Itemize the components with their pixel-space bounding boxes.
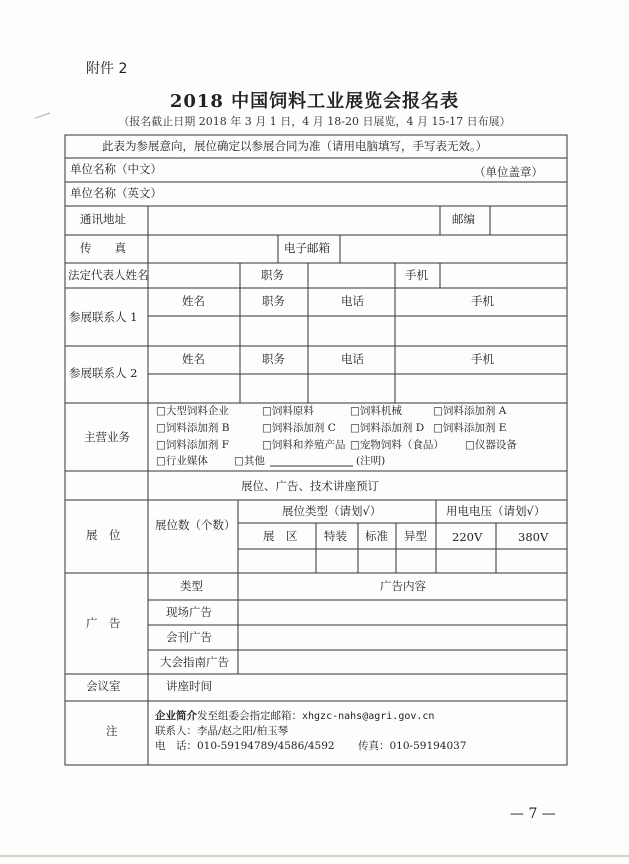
business-other-note: (注明) — [356, 455, 386, 467]
business-option-additive-c[interactable]: □饲料添加剂 C — [262, 422, 336, 434]
address-label: 通讯地址 — [80, 212, 126, 226]
ad-journal-label: 会刊广告 — [166, 630, 212, 644]
business-option-pet-food[interactable]: □宠物饲料（食品） — [350, 439, 444, 451]
contact2-position-header: 职务 — [262, 352, 285, 366]
note-contacts: 联系人：李晶/赵之阳/柏玉琴 — [155, 725, 289, 737]
business-option-other[interactable]: □其他 — [234, 455, 265, 467]
unit-en-label: 单位名称（英文） — [70, 186, 162, 200]
contact1-position-header: 职务 — [262, 294, 285, 308]
booth-standard-option[interactable]: 标准 — [365, 529, 388, 543]
contact1-phone-header: 电话 — [341, 294, 364, 308]
business-option-additive-d[interactable]: □饲料添加剂 D — [350, 422, 425, 434]
form-title: 2018 中国饲料工业展览会报名表 — [169, 91, 460, 112]
ad-label: 广 告 — [86, 616, 121, 630]
footer-edge — [0, 855, 629, 857]
note-intro — [155, 711, 434, 722]
unit-cn-label: 单位名称（中文） — [70, 162, 162, 176]
note-intro-rest: 发至组委会指定邮箱： — [197, 710, 302, 722]
ad-content-header: 广告内容 — [380, 579, 426, 593]
contact2-label: 参展联系人 2 — [69, 366, 138, 380]
booth-hall-header: 展 区 — [263, 529, 298, 543]
business-option-additive-e[interactable]: □饲料添加剂 E — [433, 422, 507, 434]
note-phone: 电 话：010-59194789/4586/4592 — [155, 740, 335, 752]
business-option-instruments[interactable]: □仪器设备 — [465, 439, 517, 451]
business-option-additive-a[interactable]: □饲料添加剂 A — [433, 405, 507, 417]
note-fax: 传真：010-59194037 — [358, 740, 467, 752]
note-email: xhgzc-nahs@agri.gov.cn — [302, 711, 435, 722]
business-option-large-feed[interactable]: □大型饲料企业 — [156, 405, 229, 417]
booth-irregular-option[interactable]: 异型 — [404, 529, 427, 543]
notice-text: 此表为参展意向，展位确定以参展合同为准（请用电脑填写，手写表无效。） — [102, 139, 488, 153]
page-number: — 7 — — [510, 806, 556, 822]
legal-mobile-label: 手机 — [405, 268, 428, 282]
voltage-380-option[interactable]: 380V — [518, 530, 549, 544]
booth-type-header: 展位类型（请划√） — [282, 504, 382, 518]
booth-count-header: 展位数（个数） — [155, 518, 236, 532]
ad-guide-label: 大会指南广告 — [160, 655, 229, 669]
form-subtitle: （报名截止日期 2018 年 3 月 1 日，4 月 18-20 日展览，4 月 15-17 日布展） — [118, 115, 511, 128]
note-intro-bold: 企业简介 — [155, 710, 197, 722]
voltage-header: 用电电压（请划√） — [446, 504, 546, 518]
business-label: 主营业务 — [84, 430, 130, 444]
email-label: 电子邮箱 — [284, 241, 330, 255]
contact2-name-header: 姓名 — [182, 352, 205, 366]
meeting-room-label: 会议室 — [86, 679, 121, 693]
booth-special-option[interactable]: 特装 — [324, 529, 347, 543]
legal-rep-label: 法定代表人姓名 — [68, 268, 149, 282]
business-option-raw-material[interactable]: □饲料原料 — [262, 405, 314, 417]
lecture-time-label: 讲座时间 — [166, 679, 212, 693]
fax-label: 传 真 — [80, 241, 126, 255]
business-option-media[interactable]: □行业媒体 — [156, 455, 208, 467]
contact2-mobile-header: 手机 — [471, 352, 494, 366]
contact1-mobile-header: 手机 — [471, 294, 494, 308]
business-option-additive-b[interactable]: □饲料添加剂 B — [156, 422, 230, 434]
booking-header: 展位、广告、技术讲座预订 — [241, 479, 379, 493]
contact1-label: 参展联系人 1 — [69, 310, 138, 324]
business-option-machinery[interactable]: □饲料机械 — [350, 405, 402, 417]
note-label: 注 — [106, 724, 118, 738]
business-option-additive-f[interactable]: □饲料添加剂 F — [156, 439, 230, 451]
attachment-label: 附件 2 — [86, 61, 128, 77]
booth-label: 展 位 — [86, 528, 121, 542]
contact2-phone-header: 电话 — [341, 352, 364, 366]
ad-onsite-label: 现场广告 — [166, 605, 212, 619]
business-option-breeding[interactable]: □饲料和养殖产品 — [262, 439, 346, 451]
contact1-name-header: 姓名 — [182, 294, 205, 308]
legal-position-label: 职务 — [261, 268, 284, 282]
stamp-label: （单位盖章） — [474, 165, 543, 179]
ad-type-header: 类型 — [180, 579, 203, 593]
voltage-220-option[interactable]: 220V — [452, 530, 483, 544]
postcode-label: 邮编 — [452, 212, 475, 226]
